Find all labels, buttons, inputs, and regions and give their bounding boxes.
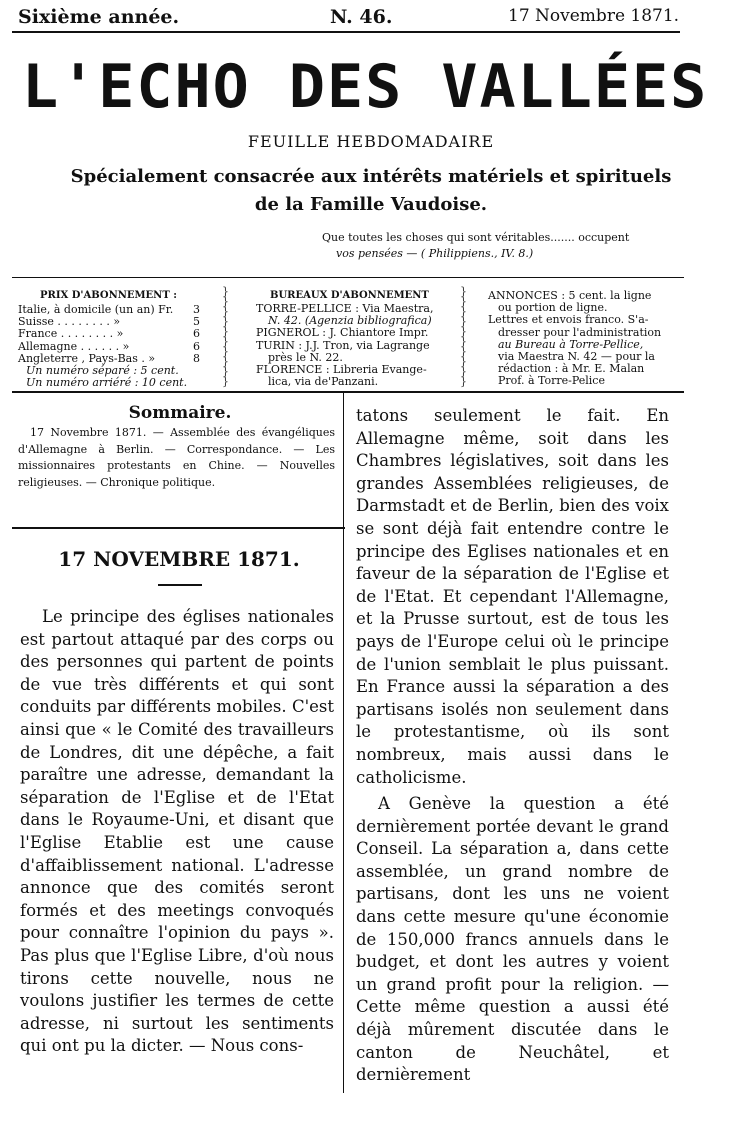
sommaire-text: 17 Novembre 1871. — Assemblée des évangéliques d'Allemagne à Berlin. — Correspondance. — Les missionnaires protestants en Chine. — Nouvelles religieuses. — Chronique politique. xyxy=(18,426,335,489)
bureau-line: TORRE-PELLICE : Via Maestra, xyxy=(256,302,434,315)
price-value: 3 xyxy=(193,303,200,316)
masthead-subtitle: FEUILLE HEBDOMADAIRE xyxy=(247,132,495,151)
price-label: Allemagne . . . . . . » xyxy=(18,339,130,353)
article-paragraph: A Genève la question a été dernièrement portée devant le grand Conseil. La séparation a, dans cette assemblée, un grand nombre de partisans, dont les uns ne voient dans cette mesure qu'une économie de 150,000 francs annuels dans le budget, et dont les autres y voient un grand profit pour la religion. — Cette même question a aussi été déjà mûrement discutée dans le canton de Neuchâtel, et dernièrement xyxy=(356,794,669,1085)
sommaire-bottom-rule xyxy=(12,527,345,529)
info-bottom-rule xyxy=(12,391,684,393)
bureau-line: TURIN : J.J. Tron, via Lagrange xyxy=(256,338,430,352)
subscription-prices xyxy=(18,304,200,389)
bureau-line: FLORENCE : Libreria Evange- xyxy=(256,362,427,376)
epigraph-line-1: Que toutes les choses qui sont véritables....... occupent xyxy=(322,231,630,244)
masthead-tagline-1: Spécialement consacrée aux intérêts matériels et spirituels xyxy=(70,166,672,187)
year-label: Sixième année. xyxy=(18,6,180,28)
article-heading: 17 NOVEMBRE 1871. xyxy=(58,547,300,571)
annonce-line: Lettres et envois franco. S'a- xyxy=(488,313,649,327)
annonces-box xyxy=(488,290,661,388)
annonce-line: ANNONCES : 5 cent. la ligne xyxy=(488,289,652,302)
subscription-title: PRIX D'ABONNEMENT : xyxy=(40,290,177,301)
dateline xyxy=(18,4,678,28)
annonce-line: au Bureau à Torre-Pellice, xyxy=(498,337,644,351)
issue-number: N. 46. xyxy=(330,6,393,28)
back-issue-note: Un numéro arriéré : 10 cent. xyxy=(26,376,188,390)
bureau-line: PIGNEROL : J. Chiantore Impr. xyxy=(256,326,429,340)
annonce-line: ou portion de ligne. xyxy=(498,301,608,315)
issue-date: 17 Novembre 1871. xyxy=(508,6,680,26)
top-rule xyxy=(12,31,680,33)
bureau-line: près le N. 22. xyxy=(268,350,343,364)
column-rule xyxy=(343,393,344,1093)
article-paragraph: tatons seulement le fait. En Allemagne même, soit dans les Chambres législatives, soit dans les grandes Assemblées religieuses, de Darmstadt et de Berlin, bien des voix se sont déjà fait entendre contre le principe des Eglises nationales et en faveur de la séparation de l'Eglise et de l'Etat. Et cependant l'Allemagne, et la Prusse surtout, est de tous les pays de l'Europe celui où le principe de l'union semblait le plus puissant. En France aussi la séparation a des partisans isolés non seulement dans le protestantisme, où ils sont nombreux, mais aussi dans le catholicisme. xyxy=(356,406,669,787)
annonce-line: Prof. à Torre-Pelice xyxy=(498,374,605,388)
right-column xyxy=(356,405,669,1087)
masthead-title: L'ECHO DES VALLÉES xyxy=(22,52,709,122)
epigraph-line-2: vos pensées — ( Philippiens., IV. 8.) xyxy=(336,247,534,260)
column-separator: } } } } } } } } } } xyxy=(460,285,467,388)
single-issue-note: Un numéro séparé : 5 cent. xyxy=(26,363,179,377)
masthead-tagline-2: de la Famille Vaudoise. xyxy=(254,194,488,215)
price-value: 5 xyxy=(193,315,200,329)
bureaux-title: BUREAUX D'ABONNEMENT xyxy=(270,290,429,301)
left-column xyxy=(20,606,334,1058)
price-value: 6 xyxy=(193,327,200,341)
price-label: Italie, à domicile (un an) Fr. xyxy=(18,303,174,316)
bureaux-list xyxy=(256,303,433,388)
price-row xyxy=(18,353,200,365)
annonce-line: dresser pour l'administration xyxy=(498,325,662,339)
heading-dash xyxy=(158,584,202,586)
column-separator: } } } } } } } } } } xyxy=(222,285,229,388)
annonce-line: via Maestra N. 42 — pour la xyxy=(498,349,655,363)
sommaire-title: Sommaire. xyxy=(128,403,232,423)
info-top-rule xyxy=(12,277,684,278)
price-value: 8 xyxy=(193,351,200,365)
article-paragraph: Le principe des églises nationales est partout attaqué par des corps ou des personnes qui partent de points de vue très différents et qui sont conduits par différents mobiles. C'est ainsi que « le Comité des travailleurs de Londres, dit une dépêche, a fait paraître une adresse, demandant la séparation de l'Eglise et de l'Etat dans le Royaume-Uni, et disant que l'Eglise Etablie est une cause d'affaiblissement national. L'adresse annonce que des comités seront formés et des meetings convoqués pour connaître l'opinion du pays ». Pas plus que l'Eglise Libre, d'où nous tirons cette nouvelle, nous ne voulons justifier les termes de cette adresse, ni surtout les sentiments qui ont pu la dicter. — Nous cons- xyxy=(20,607,334,1056)
price-label: Suisse . . . . . . . . » xyxy=(18,315,121,329)
price-value: 6 xyxy=(193,339,200,353)
annonce-line: rédaction : à Mr. E. Malan xyxy=(498,362,645,376)
price-label: Angleterre , Pays-Bas . » xyxy=(18,351,156,365)
bureau-line: N. 42. (Agenzia bibliografica) xyxy=(268,314,432,328)
price-label: France . . . . . . . . » xyxy=(18,327,124,341)
bureau-line: lica, via de'Panzani. xyxy=(268,375,379,389)
